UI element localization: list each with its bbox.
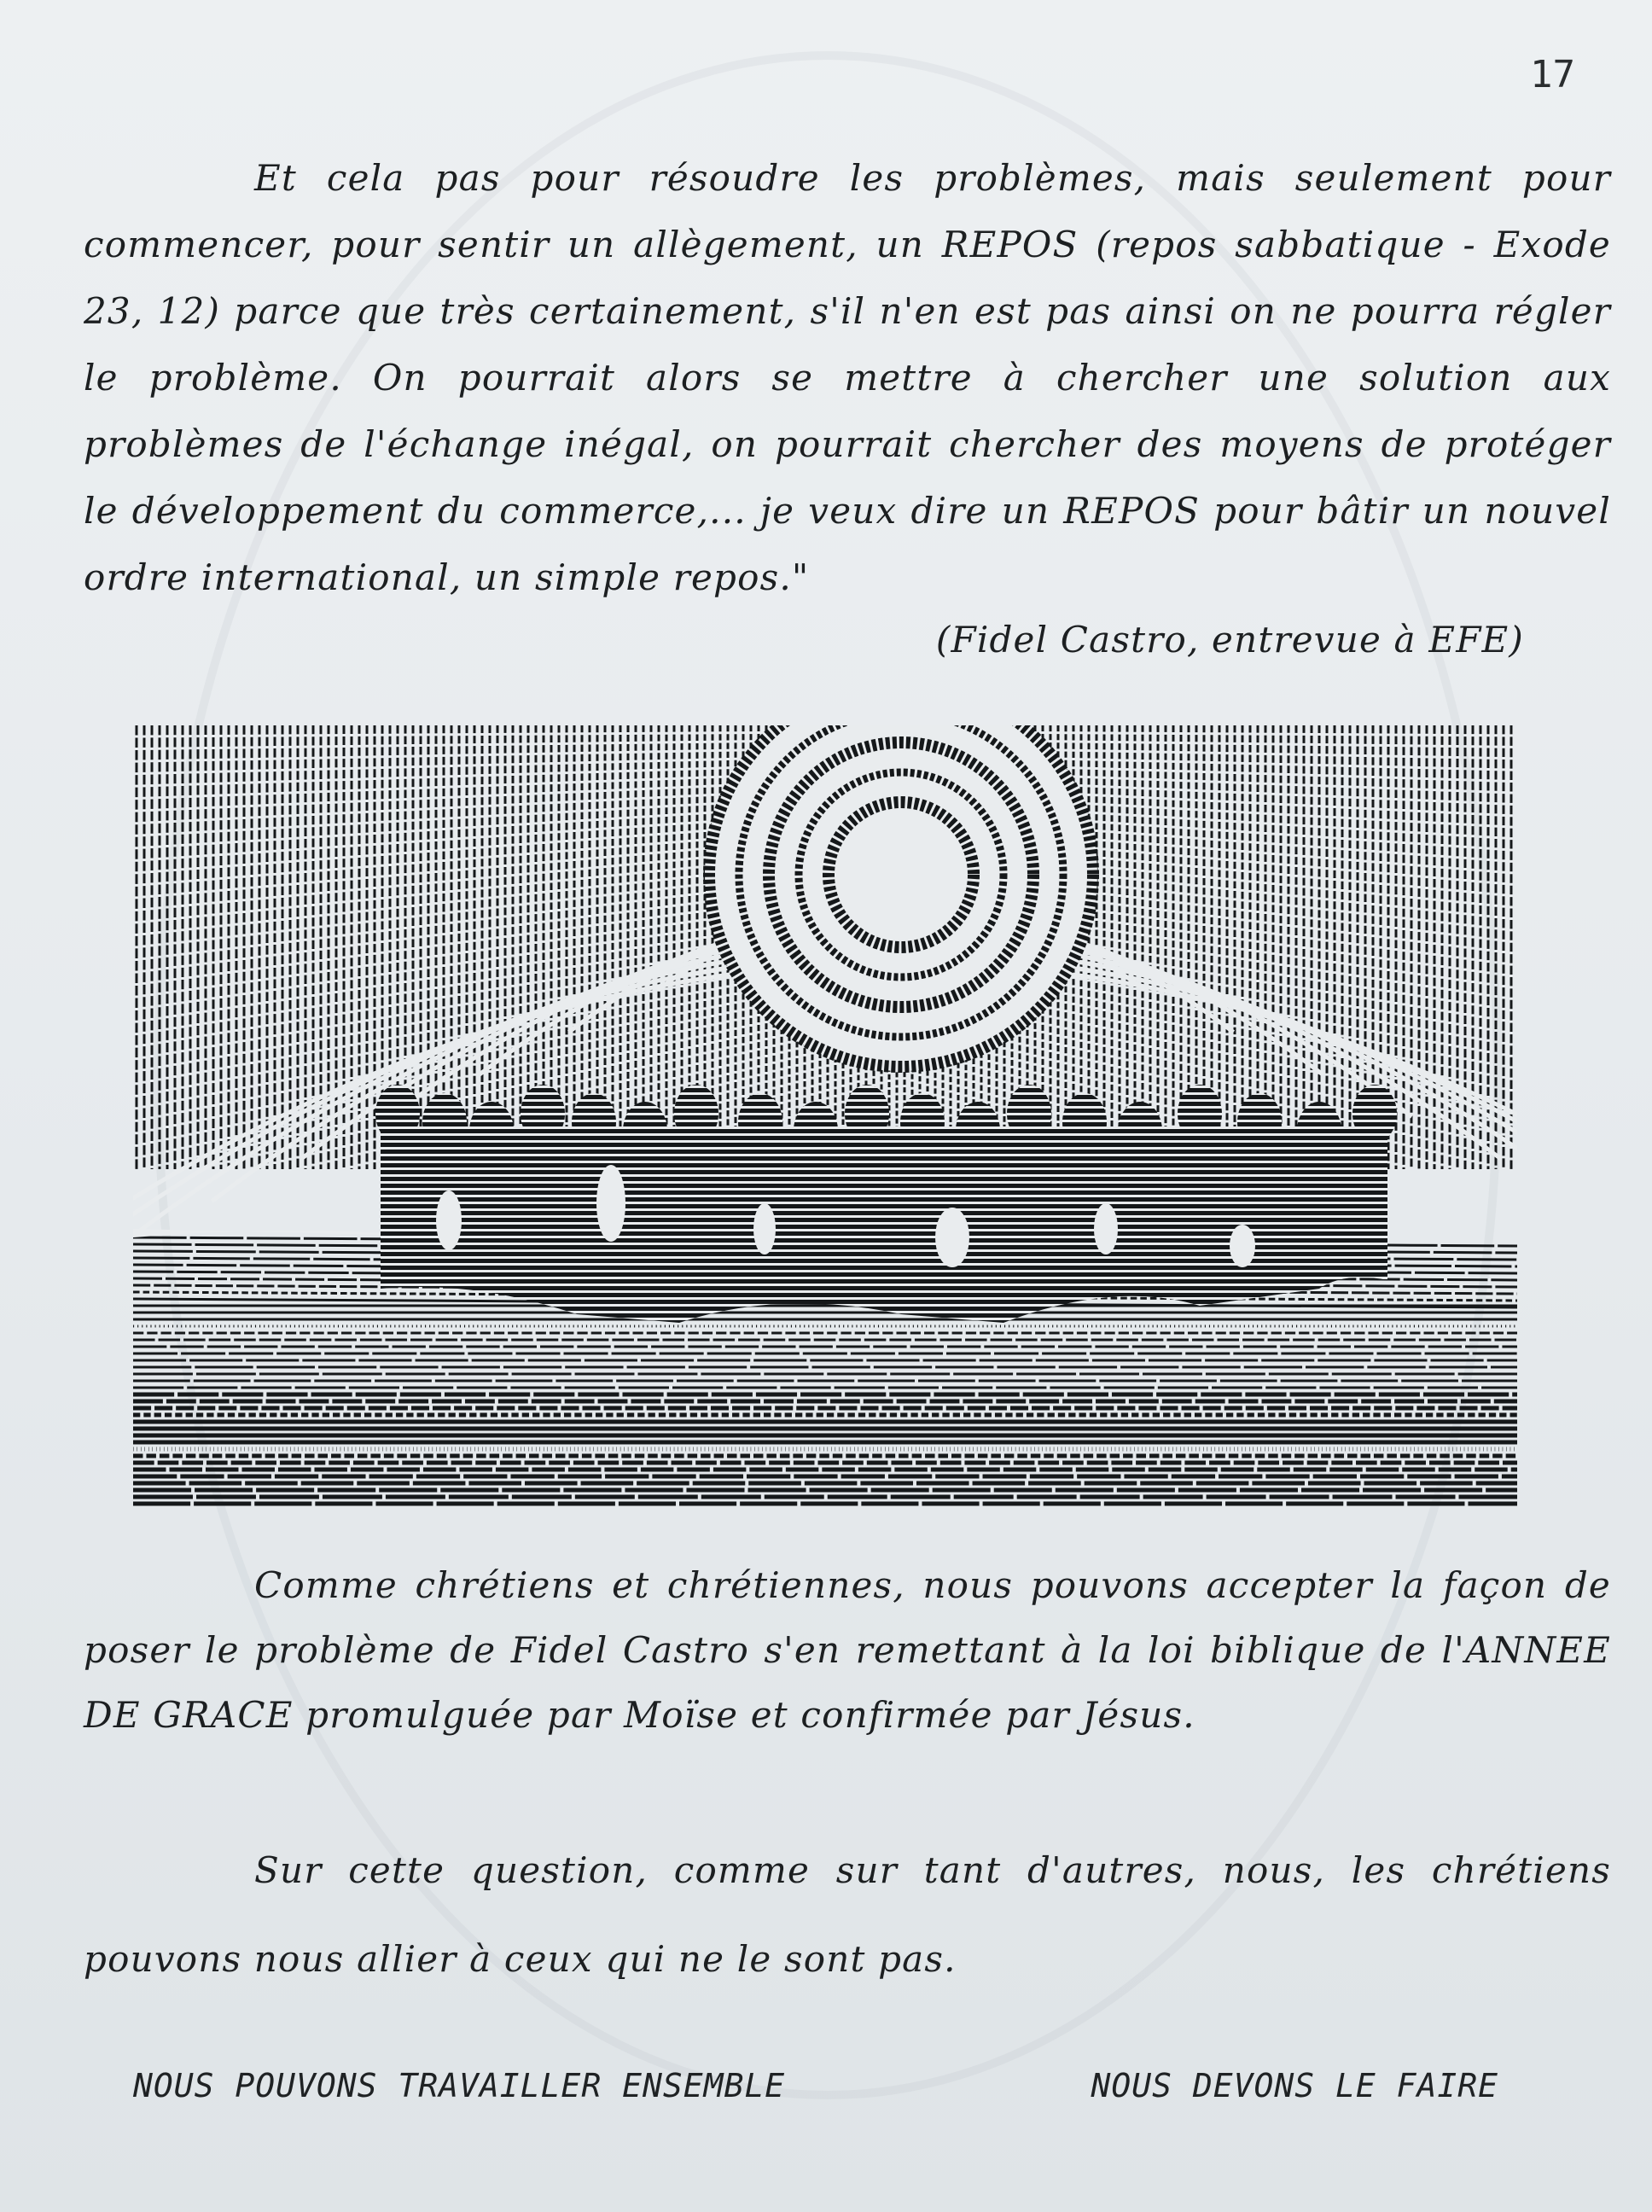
figure-gap — [436, 1190, 462, 1250]
body-paragraph-1 — [84, 1553, 1611, 1748]
person-head — [956, 1102, 1000, 1160]
person-head — [623, 1102, 667, 1160]
figure-gap — [935, 1208, 969, 1267]
person-head — [521, 1085, 565, 1143]
person-head — [845, 1085, 889, 1143]
person-head — [469, 1102, 514, 1160]
page-number: 17 — [1530, 53, 1575, 96]
person-head — [674, 1085, 718, 1143]
sun-rings — [705, 725, 1097, 1071]
body-paragraph-2 — [84, 1826, 1611, 2004]
person-head — [738, 1093, 782, 1151]
person-head — [794, 1102, 838, 1160]
person-head — [1118, 1102, 1162, 1160]
people-silhouettes — [375, 1085, 1397, 1323]
body-paragraph-1-text: Comme chrétiens et chrétiennes, nous pouvons accepter la façon de poser le problème de Fidel Castro s'en remettant à la loi biblique de l'ANNEE DE GRACE promulguée par Moïse et confirmée par Jésus. — [84, 1564, 1611, 1736]
person-head — [1352, 1085, 1397, 1143]
footer-left-slogan: NOUS POUVONS TRAVAILLER ENSEMBLE — [133, 2067, 786, 2104]
figure-gap — [753, 1203, 776, 1254]
person-head — [422, 1093, 467, 1151]
person-head — [1237, 1093, 1282, 1151]
quote-attribution: (Fidel Castro, entrevue à EFE) — [935, 619, 1524, 661]
body-paragraph-2-text: Sur cette question, comme sur tant d'autres, nous, les chrétiens pouvons nous allier à ceux qui ne le sont pas. — [84, 1849, 1611, 1980]
figure-gap — [1230, 1225, 1255, 1267]
quote-text: Et cela pas pour résoudre les problèmes, mais seulement pour commencer, pour sentir un allègement, un REPOS (repos sabbatique - Exode 23, 12) parce que très certainement, s'il n'en est pas ainsi on ne pourra régler le problème. On pourrait alors se mettre à chercher une solution aux problèmes de l'échange inégal, on pourrait chercher des moyens de protéger le développement du commerce,... je veux dire un REPOS pour bâtir un nouvel ordre international, un simple repos." — [84, 157, 1611, 598]
person-head — [375, 1085, 420, 1143]
person-head — [1062, 1093, 1107, 1151]
figure-gap — [1094, 1203, 1118, 1254]
person-head — [1007, 1085, 1051, 1143]
crowd-bodies — [381, 1126, 1387, 1323]
person-head — [1297, 1102, 1341, 1160]
sun-over-people-illustration — [133, 725, 1517, 1509]
quote-paragraph — [84, 145, 1611, 611]
footer-right-slogan: NOUS DEVONS LE FAIRE — [1091, 2067, 1498, 2104]
figure-gap — [596, 1165, 625, 1242]
person-head — [572, 1093, 616, 1151]
person-head — [900, 1093, 945, 1151]
person-head — [1178, 1085, 1222, 1143]
